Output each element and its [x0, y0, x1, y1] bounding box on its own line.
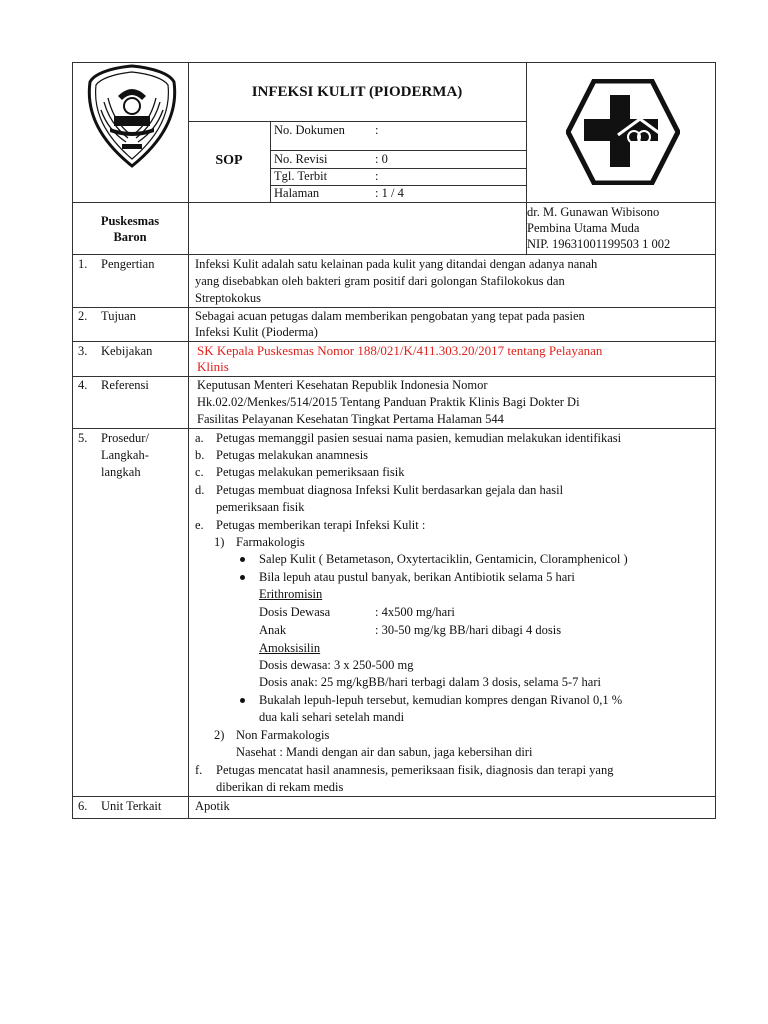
- pengertian-text: yang disebabkan oleh bakteri gram positif dari golongan Stafilokokus dan: [195, 274, 565, 288]
- no-dokumen-label: No. Dokumen: [274, 123, 345, 137]
- tujuan-text: Sebagai acuan petugas dalam memberikan pengobatan yang tepat pada pasien: [195, 309, 585, 323]
- step-marker: d.: [195, 483, 205, 497]
- puskesmas-logo: [566, 79, 680, 185]
- anak-label: Anak: [259, 623, 287, 637]
- kebijakan-text: Klinis: [197, 359, 229, 374]
- step-marker: b.: [195, 448, 205, 462]
- row-number: 4.: [78, 378, 88, 392]
- tgl-terbit-label: Tgl. Terbit: [274, 169, 328, 183]
- amoksisilin-anak: Dosis anak: 25 mg/kgBB/hari terbagi dalam 3 dosis, selama 5-7 hari: [259, 675, 601, 689]
- halaman-label: Halaman: [274, 186, 320, 200]
- regional-emblem-logo: [84, 64, 180, 168]
- tujuan-text: Infeksi Kulit (Pioderma): [195, 325, 318, 339]
- no-revisi-label: No. Revisi: [274, 152, 328, 166]
- no-dokumen-value: :: [375, 123, 379, 137]
- referensi-text: Hk.02.02/Menkes/514/2015 Tentang Panduan Praktik Klinis Bagi Dokter Di: [197, 395, 580, 409]
- row-number: 2.: [78, 309, 88, 323]
- dosis-dewasa-value: : 4x500 mg/hari: [375, 605, 455, 619]
- signatory-nip: NIP. 19631001199503 1 002: [527, 237, 671, 251]
- row-label-pengertian: Pengertian: [101, 257, 155, 271]
- erithromisin-heading: Erithromisin: [259, 587, 323, 601]
- lepuh-item: Bila lepuh atau pustul banyak, berikan Antibiotik selama 5 hari: [259, 570, 575, 584]
- step-a: Petugas memanggil pasien sesuai nama pasien, kemudian melakukan identifikasi: [216, 431, 622, 445]
- sub-marker: 2): [214, 728, 225, 742]
- bullet-icon: [240, 698, 245, 703]
- step-e: Petugas memberikan terapi Infeksi Kulit :: [216, 518, 426, 532]
- step-d: Petugas membuat diagnosa Infeksi Kulit berdasarkan gejala dan hasil: [216, 483, 564, 497]
- step-f: diberikan di rekam medis: [216, 780, 344, 794]
- anak-value: : 30-50 mg/kg BB/hari dibagi 4 dosis: [375, 623, 562, 637]
- signatory-name: dr. M. Gunawan Wibisono: [527, 205, 660, 219]
- step-c: Petugas melakukan pemeriksaan fisik: [216, 465, 405, 479]
- document-title: INFEKSI KULIT (PIODERMA): [251, 84, 463, 100]
- row-number: 6.: [78, 799, 88, 813]
- nasehat-text: Nasehat : Mandi dengan air dan sabun, jaga kebersihan diri: [236, 745, 533, 759]
- dosis-dewasa-label: Dosis Dewasa: [259, 605, 331, 619]
- row-label-prosedur: Prosedur/: [101, 431, 149, 445]
- row-label-referensi: Referensi: [101, 378, 149, 392]
- amoksisilin-heading: Amoksisilin: [259, 641, 321, 655]
- salep-item: Salep Kulit ( Betametason, Oxytertaciklin, Gentamicin, Cloramphenicol ): [259, 552, 628, 566]
- no-revisi-value: : 0: [375, 152, 388, 166]
- farmakologis-heading: Farmakologis: [236, 535, 305, 549]
- bukalah-item: dua kali sehari setelah mandi: [259, 710, 405, 724]
- bukalah-item: Bukalah lepuh-lepuh tersebut, kemudian kompres dengan Rivanol 0,1 %: [259, 693, 623, 707]
- row-number: 3.: [78, 344, 88, 358]
- row-label-kebijakan: Kebijakan: [101, 344, 153, 358]
- pengertian-text: Streptokokus: [195, 291, 261, 305]
- row-label-tujuan: Tujuan: [101, 309, 136, 323]
- step-f: Petugas mencatat hasil anamnesis, pemeriksaan fisik, diagnosis dan terapi yang: [216, 763, 614, 777]
- step-d: pemeriksaan fisik: [216, 500, 305, 514]
- unit-terkait-value: Apotik: [195, 799, 230, 813]
- step-marker: c.: [195, 465, 204, 479]
- kebijakan-text: SK Kepala Puskesmas Nomor 188/021/K/411.303.20/2017 tentang Pelayanan: [197, 343, 603, 358]
- org-name-line1: Puskesmas: [100, 214, 160, 228]
- non-farmakologis-heading: Non Farmakologis: [236, 728, 330, 742]
- signatory-rank: Pembina Utama Muda: [527, 221, 640, 235]
- step-marker: a.: [195, 431, 204, 445]
- sop-label: SOP: [215, 153, 243, 168]
- amoksisilin-dewasa: Dosis dewasa: 3 x 250-500 mg: [259, 658, 414, 672]
- bullet-icon: [240, 575, 245, 580]
- sub-marker: 1): [214, 535, 225, 549]
- referensi-text: Keputusan Menteri Kesehatan Republik Indonesia Nomor: [197, 378, 488, 392]
- row-label-unit-terkait: Unit Terkait: [101, 799, 162, 813]
- halaman-value: : 1 / 4: [375, 186, 404, 200]
- bullet-icon: [240, 557, 245, 562]
- row-number: 1.: [78, 257, 88, 271]
- tgl-terbit-value: :: [375, 169, 379, 183]
- row-number: 5.: [78, 431, 88, 445]
- row-label-prosedur: langkah: [101, 465, 141, 479]
- step-marker: e.: [195, 518, 204, 532]
- referensi-text: Fasilitas Pelayanan Kesehatan Tingkat Pertama Halaman 544: [197, 412, 504, 426]
- org-name-line2: Baron: [113, 230, 147, 244]
- row-label-prosedur: Langkah-: [101, 448, 149, 462]
- pengertian-text: Infeksi Kulit adalah satu kelainan pada kulit yang ditandai dengan adanya nanah: [195, 257, 598, 271]
- step-marker: f.: [195, 763, 203, 777]
- step-b: Petugas melakukan anamnesis: [216, 448, 369, 462]
